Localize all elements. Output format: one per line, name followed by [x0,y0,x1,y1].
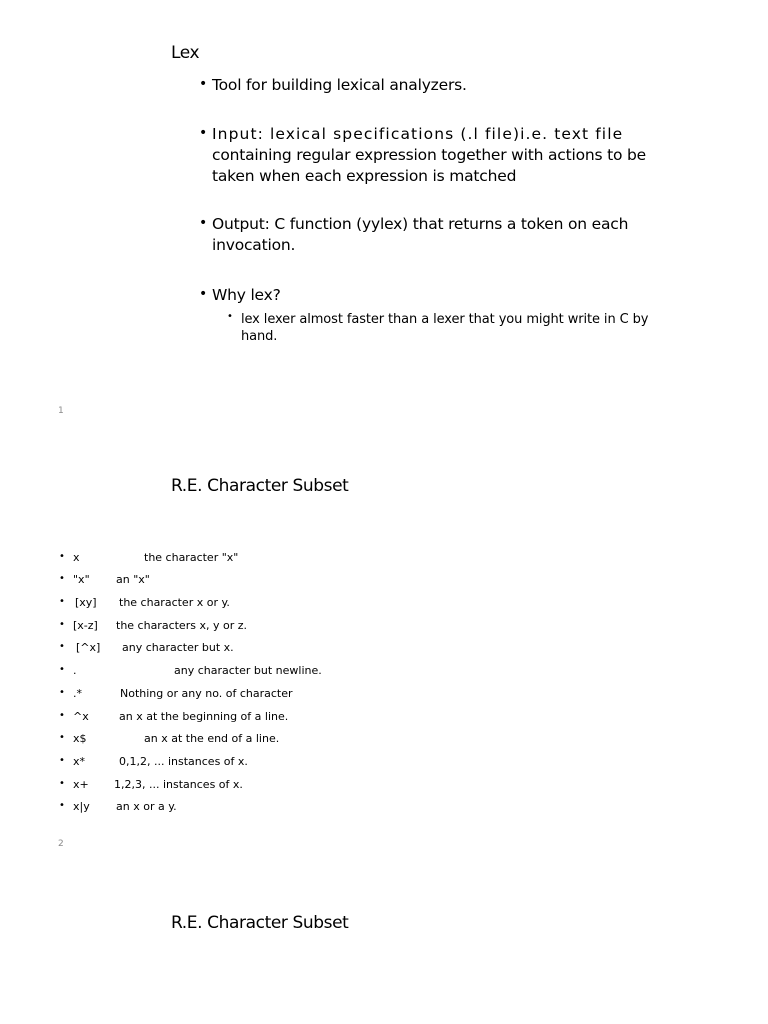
bullet-icon: • [199,125,208,141]
re-description: an x or a y. [116,800,177,813]
bullet-icon: • [59,573,65,584]
bullet-icon: • [59,778,65,789]
slide1-bullet-4: Why lex? [212,286,281,304]
re-pattern: ^x [73,710,89,723]
re-pattern: [^x] [76,641,101,654]
slide1-bullet-2-rest: containing regular expression together with actions to be taken when each expression is matched [212,146,646,185]
re-description: the character x or y. [119,596,230,609]
slide2-title: R.E. Character Subset [171,476,349,496]
re-description: Nothing or any no. of character [120,687,293,700]
page-number: 2 [58,839,64,849]
bullet-icon: • [59,596,65,607]
bullet-icon: • [59,619,65,630]
bullet-icon: • [59,641,65,652]
re-description: the characters x, y or z. [116,619,247,632]
re-pattern: x|y [73,800,90,813]
re-description: the character "x" [144,551,239,564]
bullet-icon: • [199,215,208,231]
re-pattern: x+ [73,778,89,791]
re-description: any character but x. [122,641,234,654]
re-description: 1,2,3, ... instances of x. [114,778,243,791]
bullet-icon: • [199,76,208,92]
bullet-icon: • [59,710,65,721]
bullet-icon: • [59,551,65,562]
re-pattern: x* [73,755,86,768]
re-description: 0,1,2, ... instances of x. [119,755,248,768]
re-pattern: x$ [73,732,87,745]
re-pattern: "x" [73,573,90,586]
bullet-icon: • [199,286,208,302]
bullet-icon: • [59,732,65,743]
re-description: any character but newline. [174,664,322,677]
bullet-icon: • [59,664,65,675]
slide1-title: Lex [171,43,200,63]
bullet-icon: • [59,800,65,811]
re-description: an x at the end of a line. [144,732,280,745]
slide1-bullet-3: Output: C function (yylex) that returns a token on each invocation. [212,215,629,254]
re-pattern: x [73,551,80,564]
re-pattern: . [73,664,77,677]
bullet-icon: • [59,687,65,698]
bullet-icon: • [59,755,65,766]
slide1-bullet-1: Tool for building lexical analyzers. [212,76,467,94]
slide1-bullet-2-line1: Input: lexical specifications (.l file)i.e. text file [212,125,624,143]
slide1-sub-bullet: lex lexer almost faster than a lexer that you might write in C by hand. [241,312,649,344]
re-pattern: [xy] [75,596,97,609]
page-number: 1 [58,406,64,416]
re-pattern: .* [73,687,82,700]
slide3-title: R.E. Character Subset [171,913,349,933]
re-description: an x at the beginning of a line. [119,710,289,723]
sub-bullet-icon: • [227,311,233,322]
re-pattern: [x-z] [73,619,98,632]
re-description: an "x" [116,573,150,586]
